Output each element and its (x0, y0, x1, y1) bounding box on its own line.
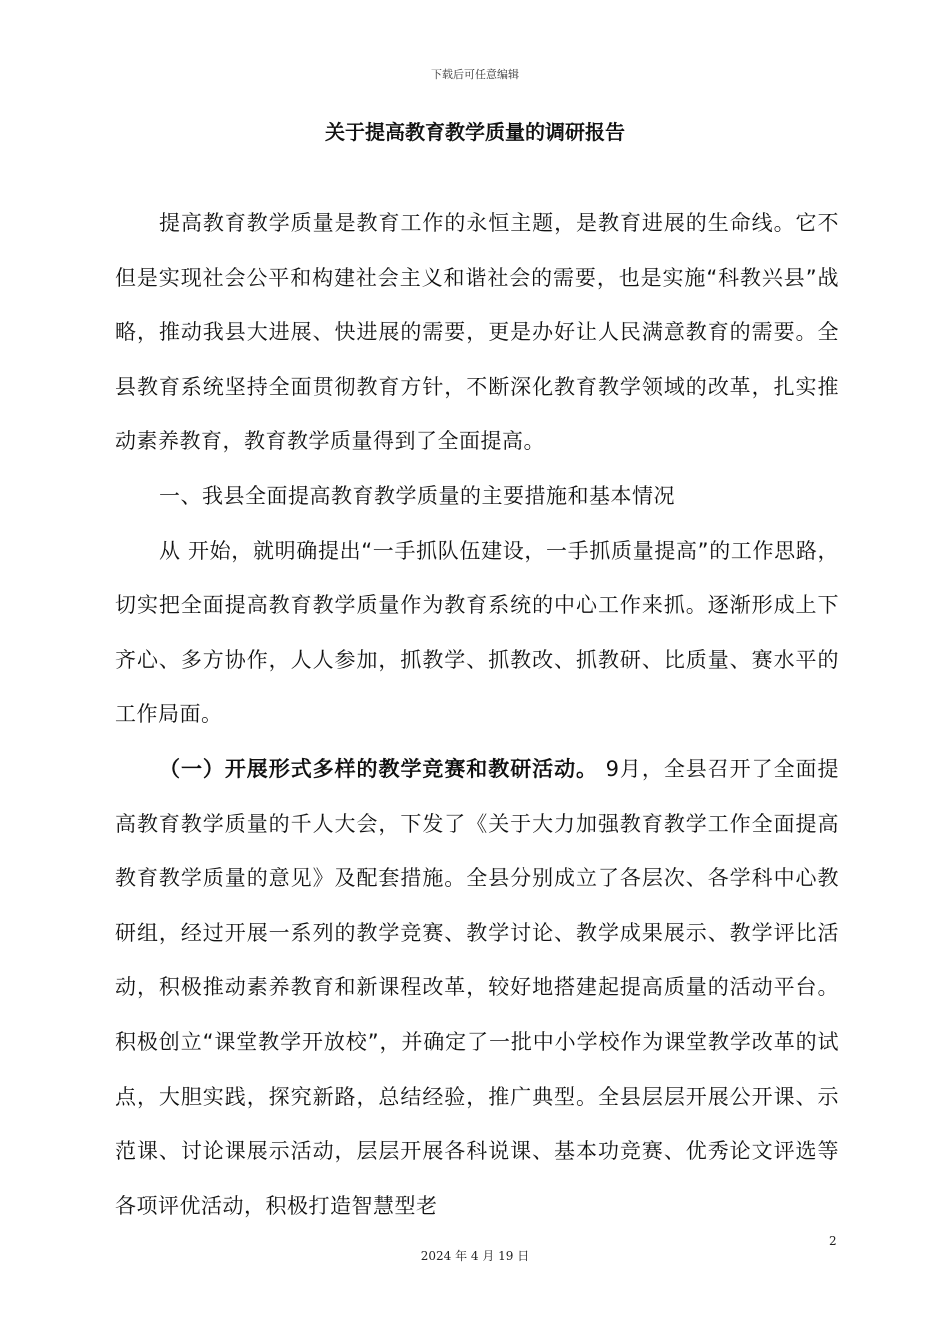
footer-date: 2024 年 4 月 19 日 (420, 1249, 530, 1263)
header-note: 下载后可任意编辑 (431, 68, 519, 81)
paragraph-overview: 从 开始，就明确提出“一手抓队伍建设，一手抓质量提高”的工作思路，切实把全面提高教育教学质量作为教育系统的中心工作来抓。逐渐形成上下齐心、多方协作，人人参加，抓教学、抓教改、抓教研、比质量、赛水平的工作局面。 (115, 538, 839, 727)
section-heading-main: 一、我县全面提高教育教学质量的主要措施和基本情况 (159, 483, 675, 508)
page-number: 2 (829, 1234, 837, 1248)
document-title: 关于提高教育教学质量的调研报告 (325, 120, 625, 144)
subsection-text-1: 9月，全县召开了全面提高教育教学质量的千人大会，下发了《关于大力加强教育教学工作全面提高教育教学质量的意见》及配套措施。全县分别成立了各层次、各学科中心教研组，经过开展一系列的教学竞赛、教学讨论、教学成果展示、教学评比活动，积极推动素养教育和新课程改革，较好地搭建起提高质量的活动平台。积极创立“课堂教学开放校”，并确定了一批中小学校作为课堂教学改革的试点，大胆实践，探究新路，总结经验，推广典型。全县层层开展公开课、示范课、讨论课展示活动，层层开展各科说课、基本功竞赛、优秀论文评选等各项评优活动，积极打造智慧型老 (115, 756, 839, 1218)
paragraph-section-1 (115, 742, 839, 1233)
subsection-heading-1: （一）开展形式多样的教学竞赛和教研活动。 (159, 756, 598, 781)
document-body (115, 196, 839, 1233)
paragraph-intro: 提高教育教学质量是教育工作的永恒主题，是教育进展的生命线。它不但是实现社会公平和构建社会主义和谐社会的需要，也是实施“科教兴县”战略，推动我县大进展、快进展的需要，更是办好让人民满意教育的需要。全县教育系统坚持全面贯彻教育方针，不断深化教育教学领域的改革，扎实推动素养教育，教育教学质量得到了全面提高。 (115, 211, 839, 454)
